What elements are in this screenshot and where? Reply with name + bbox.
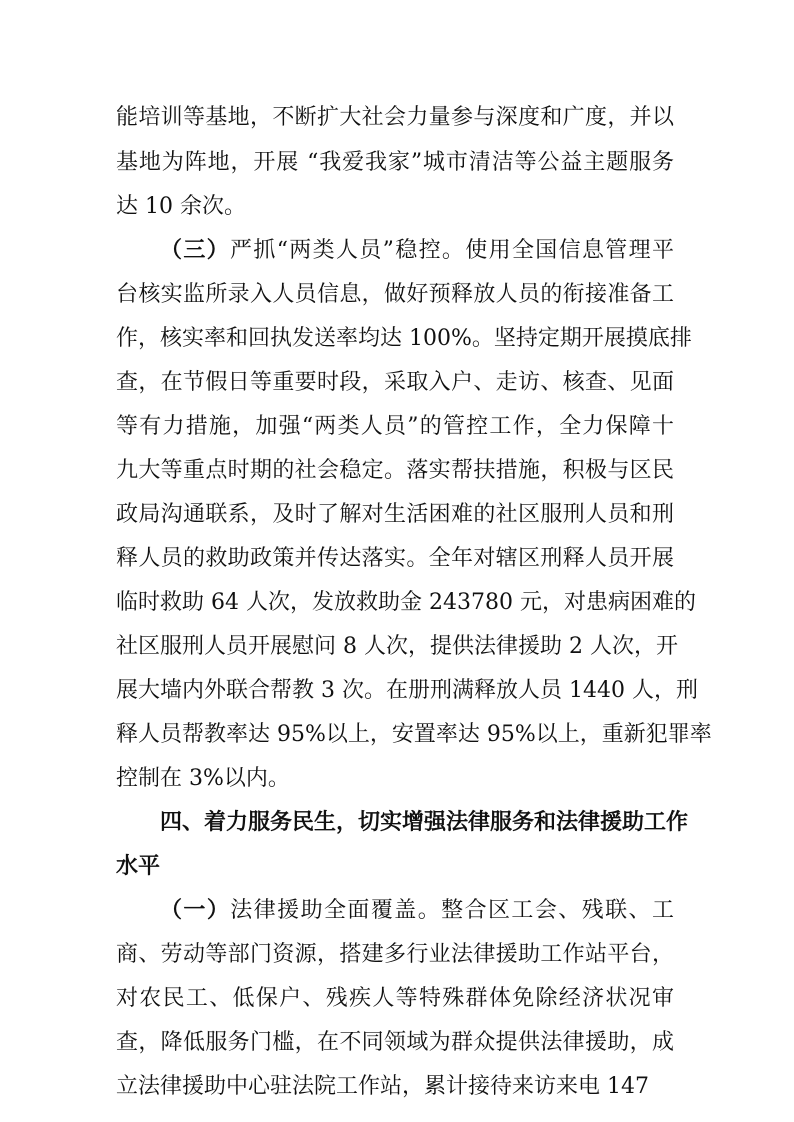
section-heading-4-cont: 水平 <box>116 854 161 879</box>
subsection-heading-1 <box>160 891 674 931</box>
subsection-label: （三） <box>160 238 231 263</box>
paragraph-line: 控制在 3%以内。 <box>116 766 290 791</box>
paragraph-line: 释人员的救助政策并传达落实。全年对辖区刑释人员开展 <box>116 546 674 571</box>
paragraph-line: 等有力措施，加强“两类人员”的管控工作，全力保障十 <box>116 414 674 439</box>
paragraph-line: 展大墙内外联合帮教 3 次。在册刑满释放人员 1440 人，刑 <box>116 678 698 703</box>
subsection-heading-3 <box>160 231 674 271</box>
paragraph-line: 立法律援助中心驻法院工作站，累计接待来访来电 147 <box>116 1074 649 1099</box>
section-heading-4: 四、着力服务民生，切实增强法律服务和法律援助工作 <box>160 810 689 835</box>
paragraph-line: 释人员帮教率达 95%以上，安置率达 95%以上，重新犯罪率 <box>116 722 712 747</box>
paragraph-line: 社区服刑人员开展慰问 8 人次，提供法律援助 2 人次，开 <box>116 634 678 659</box>
paragraph-line: 商、劳动等部门资源，搭建多行业法律援助工作站平台， <box>116 942 674 967</box>
paragraph-line: 能培训等基地，不断扩大社会力量参与深度和广度，并以 <box>116 105 674 130</box>
paragraph-line: 政局沟通联系，及时了解对生活困难的社区服刑人员和刑 <box>116 502 674 527</box>
subsection-text: 法律援助全面覆盖。整合区工会、残联、工 <box>230 898 674 923</box>
paragraph-line: 对农民工、低保户、残疾人等特殊群体免除经济状况审 <box>116 986 674 1011</box>
paragraph-line: 九大等重点时期的社会稳定。落实帮扶措施，积极与区民 <box>116 458 674 483</box>
paragraph-line: 查，在节假日等重要时段，采取入户、走访、核查、见面 <box>116 370 674 395</box>
subsection-text: 严抓“两类人员”稳控。使用全国信息管理平 <box>230 238 674 263</box>
paragraph-line: 作，核实率和回执发送率均达 100%。坚持定期开展摸底排 <box>116 326 692 351</box>
paragraph-line: 基地为阵地，开展 “我爱我家”城市清洁等公益主题服务 <box>116 150 674 175</box>
subsection-label: （一） <box>160 898 231 923</box>
paragraph-line: 查，降低服务门槛，在不同领域为群众提供法律援助，成 <box>116 1030 674 1055</box>
paragraph-line: 达 10 余次。 <box>116 194 246 219</box>
paragraph-line: 临时救助 64 人次，发放救助金 243780 元，对患病困难的 <box>116 590 696 615</box>
paragraph-line: 台核实监所录入人员信息，做好预释放人员的衔接准备工 <box>116 282 674 307</box>
